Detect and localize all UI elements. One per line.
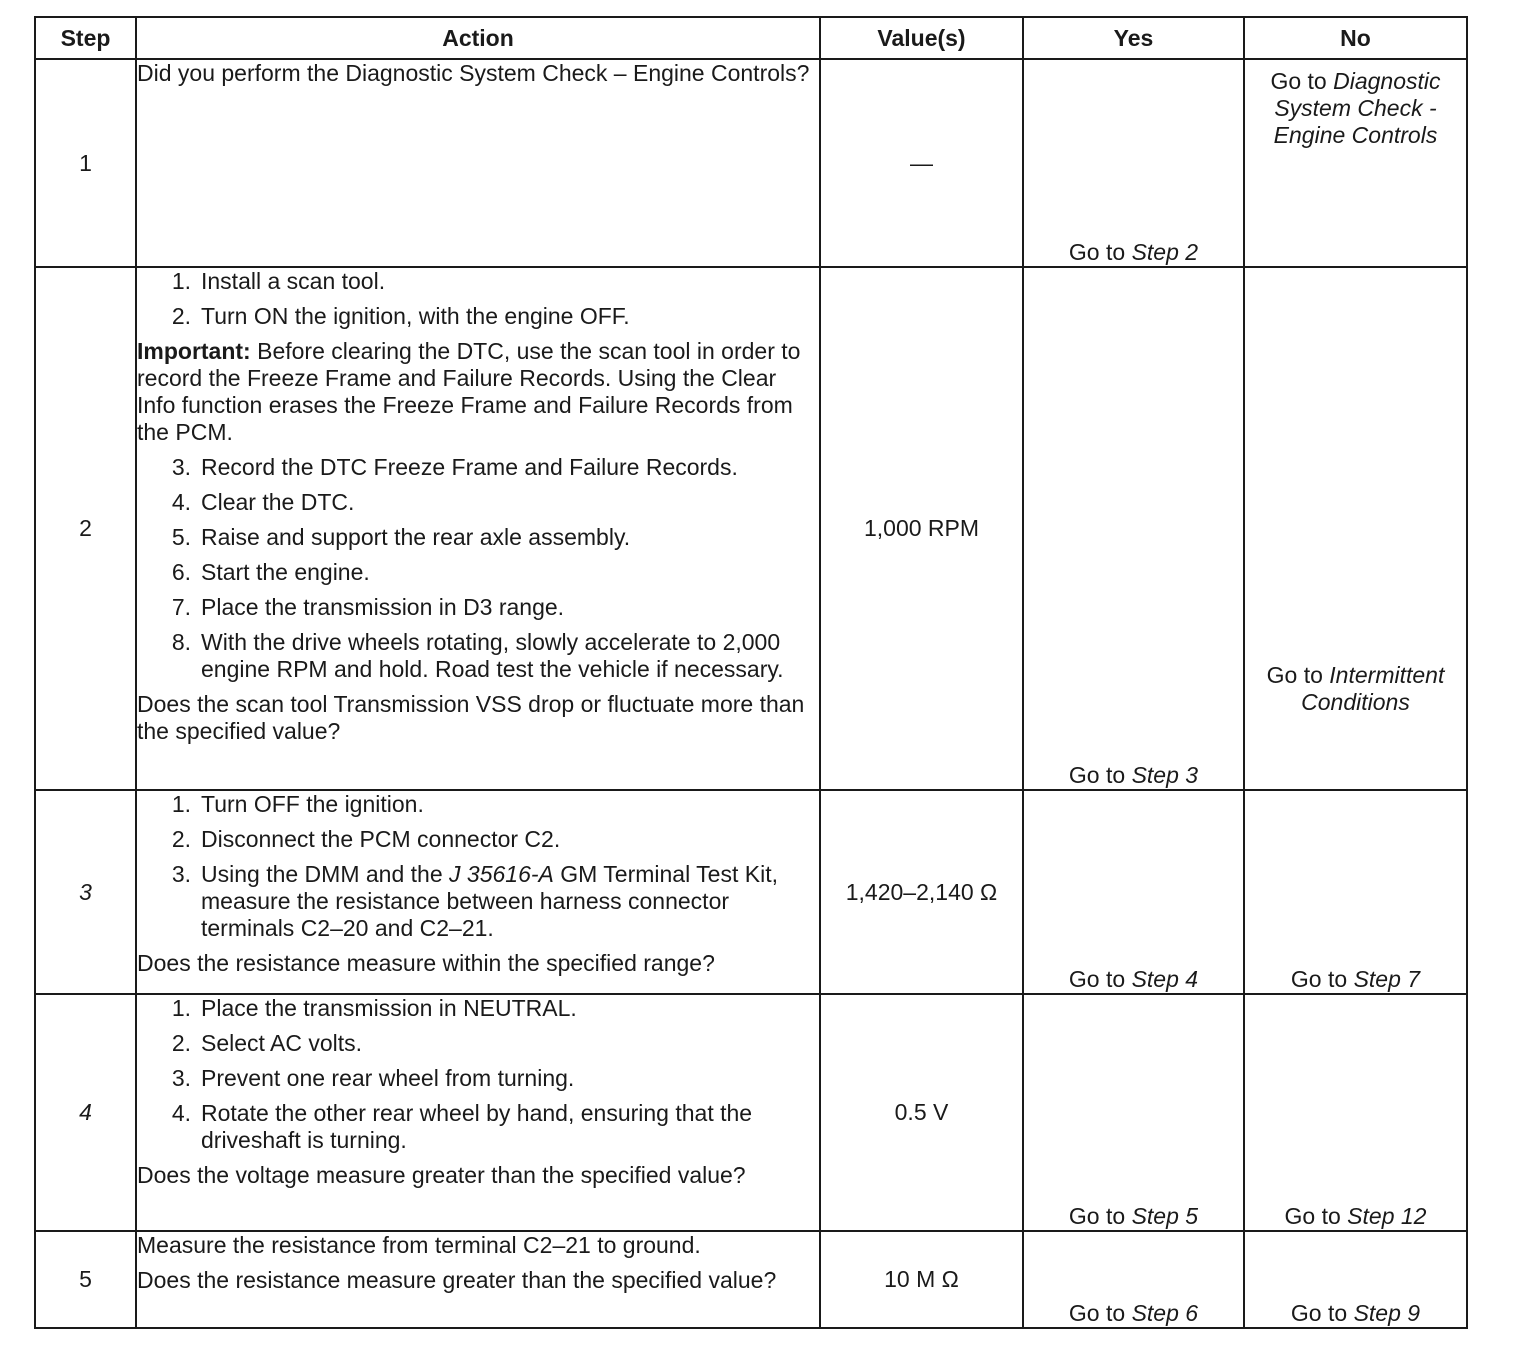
list-item: 3. Prevent one rear wheel from turning. <box>171 1065 575 1091</box>
action-question: Did you perform the Diagnostic System Check – Engine Controls? <box>137 60 810 86</box>
list-item: 2. Select AC volts. <box>171 1030 363 1056</box>
step-number: 4 <box>35 994 136 1231</box>
yes-link[interactable]: Step 6 <box>1131 1300 1199 1326</box>
header-action: Action <box>136 17 820 59</box>
value-cell: — <box>820 59 1023 267</box>
go-to-label: Go to <box>1270 68 1327 94</box>
table-row <box>35 994 1467 1231</box>
diagnostic-table <box>34 16 1468 1329</box>
go-to-label: Go to <box>1068 966 1126 992</box>
go-to-label: Go to <box>1068 1203 1126 1229</box>
table-row <box>35 790 1467 994</box>
list-item: 4. Clear the DTC. <box>171 489 355 515</box>
go-to-label: Go to <box>1284 1203 1341 1229</box>
action-question: Does the voltage measure greater than the specified value? <box>137 1162 746 1188</box>
step-list <box>137 268 819 330</box>
table-row <box>35 267 1467 790</box>
yes-link[interactable]: Step 2 <box>1131 239 1199 265</box>
value-cell: 0.5 V <box>820 994 1023 1231</box>
action-cell <box>136 790 820 994</box>
yes-cell <box>1023 1231 1244 1328</box>
go-to-label: Go to <box>1068 239 1126 265</box>
yes-cell <box>1023 59 1244 267</box>
go-to-label: Go to <box>1068 1300 1126 1326</box>
action-cell <box>136 1231 820 1328</box>
action-cell <box>136 994 820 1231</box>
yes-link[interactable]: Step 5 <box>1131 1203 1199 1229</box>
step-list <box>137 995 819 1154</box>
list-item: 7. Place the transmission in D3 range. <box>171 594 565 620</box>
header-step: Step <box>35 17 136 59</box>
action-question: Does the resistance measure greater than the specified value? <box>137 1267 777 1293</box>
no-link[interactable]: Step 7 <box>1353 966 1421 992</box>
step-number: 1 <box>35 59 136 267</box>
table-row <box>35 59 1467 267</box>
important-label: Important: <box>137 338 251 364</box>
no-link[interactable]: Step 12 <box>1347 1203 1427 1229</box>
go-to-label: Go to <box>1290 966 1348 992</box>
list-item: 3. Using the DMM and the J 35616-A GM Terminal Test Kit, measure the resistance between harness connector terminals C2–20 and C2–21. <box>171 861 778 941</box>
yes-cell <box>1023 994 1244 1231</box>
header-value: Value(s) <box>820 17 1023 59</box>
go-to-label: Go to <box>1068 762 1126 788</box>
yes-link[interactable]: Step 4 <box>1131 966 1199 992</box>
list-item: 5. Raise and support the rear axle assembly. <box>171 524 631 550</box>
header-yes: Yes <box>1023 17 1244 59</box>
step-number: 5 <box>35 1231 136 1328</box>
list-item: 8. With the drive wheels rotating, slowly accelerate to 2,000 engine RPM and hold. Road test the vehicle if necessary. <box>171 629 784 682</box>
step-number: 2 <box>35 267 136 790</box>
step-list <box>137 454 819 683</box>
list-item: 3. Record the DTC Freeze Frame and Failure Records. <box>171 454 738 480</box>
yes-cell <box>1023 790 1244 994</box>
action-cell <box>136 59 820 267</box>
no-cell <box>1244 267 1467 790</box>
value-cell: 1,000 RPM <box>820 267 1023 790</box>
list-item: 1. Place the transmission in NEUTRAL. <box>171 995 577 1021</box>
yes-cell <box>1023 267 1244 790</box>
list-item: 1. Turn OFF the ignition. <box>171 791 424 817</box>
important-text: Before clearing the DTC, use the scan tool in order to record the Freeze Frame and Failure Records. Using the Clear Info function erases the Freeze Frame and Failure Records from the PCM. <box>137 338 801 445</box>
important-note <box>137 338 819 446</box>
go-to-label: Go to <box>1290 1300 1348 1326</box>
list-item: 2. Turn ON the ignition, with the engine OFF. <box>171 303 630 329</box>
no-link[interactable]: Intermittent Conditions <box>1301 661 1445 715</box>
no-cell <box>1244 994 1467 1231</box>
no-cell <box>1244 790 1467 994</box>
no-link[interactable]: Step 9 <box>1353 1300 1421 1326</box>
step-number: 3 <box>35 790 136 994</box>
step-list <box>137 791 819 942</box>
action-question: Does the scan tool Transmission VSS drop or fluctuate more than the specified value? <box>137 691 805 744</box>
list-item: 6. Start the engine. <box>171 559 370 585</box>
no-link[interactable]: Diagnostic System Check - Engine Controls <box>1273 68 1441 148</box>
no-cell <box>1244 59 1467 267</box>
header-no: No <box>1244 17 1467 59</box>
list-item: 4. Rotate the other rear wheel by hand, ensuring that the driveshaft is turning. <box>171 1100 753 1153</box>
yes-link[interactable]: Step 3 <box>1131 762 1199 788</box>
list-item: 1. Install a scan tool. <box>171 268 386 294</box>
action-question: Does the resistance measure within the specified range? <box>137 950 715 976</box>
value-cell: 1,420–2,140 Ω <box>820 790 1023 994</box>
list-item: 2. Disconnect the PCM connector C2. <box>171 826 561 852</box>
table-row <box>35 1231 1467 1328</box>
action-intro: Measure the resistance from terminal C2–21 to ground. <box>137 1232 701 1258</box>
tool-number: J 35616-A <box>449 861 554 887</box>
no-cell <box>1244 1231 1467 1328</box>
value-cell: 10 M Ω <box>820 1231 1023 1328</box>
header-row <box>35 17 1467 59</box>
go-to-label: Go to <box>1266 661 1323 688</box>
action-cell <box>136 267 820 790</box>
